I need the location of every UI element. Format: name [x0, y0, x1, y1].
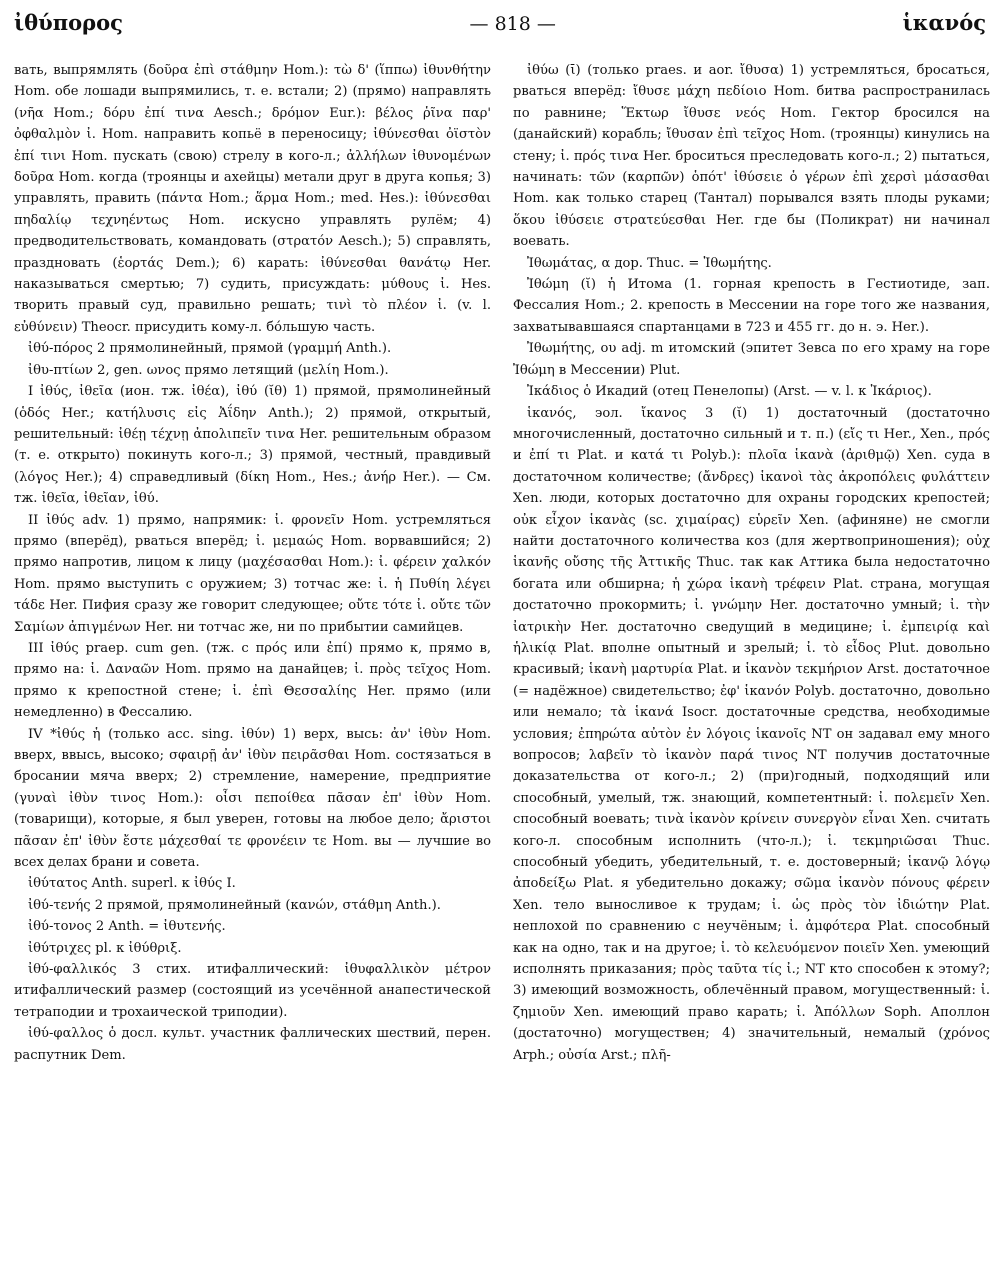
- right-column: [513, 60, 990, 1276]
- entry-paragraph: ἰθύ-τενής 2 прямой, прямолинейный (κανών, στάθμη Anth.).: [28, 897, 441, 913]
- entry-paragraph: Ἰθωμήτης, ου adj. m итомский (эпитет Зевса по его храму на горе Ἰθώμη в Мессении) Plut.: [513, 341, 990, 378]
- right-running-headword: ἱκανός: [902, 10, 986, 35]
- entry-paragraph: II ἰθύς adv. 1) прямо, напрямик: ἰ. φρονεῖν Hom. устремляться прямо (вперёд), рваться вперёд; ἰ. μεμαώς Hom. ворвавшийся; 2) прямо напротив, лицом к лицу (μαχέσασθαι Hom.): ἰ. φέρειν χαλκόν Hom. прямо выступить с оружием; 3) тотчас же: ἰ. ἡ Πυθίη λέγει τάδε Her. Пифия сразу же говорит следующее; οὔτε τότε ἰ. οὔτε τῶν Σαμίων ἀπιγμένων Her. ни тотчас же, ни по прибытии самийцев.: [14, 512, 491, 635]
- page-header: [14, 10, 986, 48]
- entry-paragraph: ἰθύω (ῑ) (только praes. и aor. ἴθυσα) 1) устремляться, бросаться, рваться вперёд: ἴθυσε μάχη πεδίοιο Hom. битва распространилась по равнине; Ἕκτωρ ἴθυσε νεός Hom. Гектор бросился на (данайский) корабль; ἴθυσαν ἐπὶ τεῖχος Hom. (троянцы) кинулись на стену; ἰ. πρός τινα Her. броситься преследовать кого-л.; 2) пытаться, начинать: τῶν (καρπῶν) ὁπότ' ἰθύσειε ὁ γέρων ἐπὶ χερσὶ μάσασθαι Hom. как только старец (Тантал) порывался взять плоды руками; ὅκου ἰθύσειε στρατεύεσθαι Her. где бы (Поликрат) ни начинал воевать.: [513, 63, 990, 250]
- entry-paragraph: Ἰθώμη (ῐ) ἡ Итома (1. горная крепость в Гестиотиде, зап. Фессалия Hom.; 2. крепость в Мессении на горе того же названия, захватывавшаяся спартанцами в 723 и 455 гг. до н. э. Her.).: [513, 277, 990, 335]
- entry-paragraph: ἰθυ-πτίων 2, gen. ωνος прямо летящий (μελίη Hom.).: [28, 362, 389, 378]
- entry-paragraph: ἰθύ-τονος 2 Anth. = ἰθυτενής.: [28, 919, 226, 935]
- entry-paragraph: ἱκανός, эол. ἴκανος 3 (ῐ) 1) достаточный (достаточно многочисленный, достаточно сильный и т. п.) (εἴς τι Her., Xen., πρός и ἐπί τι Plat. и κατά τι Polyb.): πλοῖα ἱκανὰ (ἀριθμῷ) Xen. суда в достаточном количестве; (ἄνδρες) ἱκανοὶ τὰς ἀκροπόλεις φυλάττειν Xen. люди, которых достаточно для охраны городских крепостей; οὐκ εἶχον ἱκανὰς (sc. χιμαίρας) εὑρεῖν Xen. (афиняне) не смогли найти достаточного количества коз (для жертвоприношения); οὐχ ἱκανῆς οὔσης τῆς Ἀττικῆς Thuc. так как Аттика была недостаточно богата или обширна; ἡ χώρα ἱκανὴ τρέφειν Plat. страна, могущая достаточно прокормить; ἰ. γνώμην Her. достаточно умный; ἰ. τὴν ἰατρικὴν Her. достаточно сведущий в медицине; ἰ. ἐμπειρίᾳ καὶ ἡλικίᾳ Plat. вполне опытный и зрелый; ἰ. τὸ εἶδος Plut. довольно красивый; ἱκανὴ μαρτυρία Plat. и ἱκανὸν τεκμήριον Arst. достаточное (= надёжное) свидетельство; ἐφ' ἱκανόν Polyb. достаточно, довольно или немало; τὰ ἱκανά Isocr. достаточные средства, необходимые условия; ἐπηρώτα αὐτὸν ἐν λόγοις ἱκανοῖς NT он задавал ему много вопросов; λαβεῖν τὸ ἱκανὸν παρά τινος NT получив достаточные доказательства от кого-л.; 2) (при)годный, подходящий или способный, умелый, тж. знающий, компетентный: ἰ. πολεμεῖν Xen. способный воевать; τινὰ ἱκανὸν κρίνειν συνεργὸν εἶναι Xen. считать кого-л. способным исполнить (что-л.); ἰ. τεκμηριῶσαι Thuc. способный убедить, убедительный, т. е. достоверный; ἱκανῷ λόγῳ ἀποδείξω Plat. я убедительно докажу; σῶμα ἱκανὸν πόνους φέρειν Xen. тело выносливое к трудам; ἰ. ὡς πρὸς τὸν ἰδιώτην Plat. неплохой по сравнению с неучёным; ἰ. ἀμφότερα Plat. способный как на одно, так и на другое; ἰ. τὸ κελευόμενον ποιεῖν Xen. умеющий исполнять приказания; πρὸς ταῦτα τίς ἰ.; NT кто способен к этому?; 3) имеющий возможность, облечённый правом, могущественный: ἰ. ζημιοῦν Xen. имеющий право карать; ἰ. Ἀπόλλων Soph. Аполлон (достаточно) могуществен; 4) значительный, немалый (χρόνος Arph.; οὐσία Arst.; πλῆ-: [513, 405, 990, 1063]
- entry-paragraph: ἰθύ-φαλλικός 3 стих. итифаллический: ἰθυφαλλικὸν μέτρον итифаллический размер (состоящий из усечённой анапестической тетраподии и трохаической триподии).: [14, 962, 491, 1020]
- entry-paragraph: ἰθύ-φαλλος ὁ досл. культ. участник фаллических шествий, перен. распутник Dem.: [14, 1026, 491, 1063]
- page-number: — 818 —: [469, 13, 556, 35]
- entry-paragraph: Ἰκάδιος ὁ Икадий (отец Пенелопы) (Arst. — v. l. к Ἰκάριος).: [527, 384, 932, 400]
- entry-paragraph: вать, выпрямлять (δοῦρα ἐπὶ στάθμην Hom.): τὼ δ' (ἵππω) ἰθυνθήτην Hom. обе лошади выпрямились, т. е. встали; 2) (прямо) направлять (νῆα Hom.; δόρυ ἐπί τινα Aesch.; δρόμον Eur.): βέλος ῥῖνα παρ' ὀφθαλμὸν ἰ. Hom. направить копьё в переносицу; ἰθύνεσθαι ὀϊστὸν ἐπί τινι Hom. пускать (свою) стрелу в кого-л.; ἀλλήλων ἰθυνομένων δοῦρα Hom. когда (троянцы и ахейцы) метали друг в друга копья; 3) управлять, править (πάντα Hom.; ἅρμα Hom.; med. Hes.): ἰθύνεσθαι πηδαλίῳ τεχνηέντως Hom. искусно управлять рулём; 4) предводительствовать, командовать (στρατόν Aesch.); 5) справлять, праздновать (ἑορτάς Dem.); 6) карать: ἰθύνεσθαι θανάτῳ Her. наказываться смертью; 7) судить, присуждать: μύθους ἰ. Hes. творить правый суд, правильно решать; τινὶ τὸ πλέον ἰ. (v. l. εὐθύνειν) Theocr. присудить кому-л. бо́льшую часть.: [14, 63, 491, 335]
- entry-paragraph: ἰθύτριχες pl. к ἰθύθριξ.: [28, 940, 182, 956]
- entry-paragraph: IV *ἰθύς ἡ (только acc. sing. ἰθύν) 1) верх, высь: ἀν' ἰθὺν Hom. вверх, ввысь, высоко; σφαιρῇ ἀν' ἰθὺν πειρᾶσθαι Hom. состязаться в бросании мяча вверх; 2) стремление, намерение, предприятие (γυναὶ ἰθὺν τινος Hom.): οἶσι πεποίθεα πᾶσαν ἐπ' ἰθὺν Hom. (товарищи), которые, я был уверен, готовы на любое дело; ἄριστοι πᾶσαν ἐπ' ἰθὺν ἔστε μάχεσθαί τε φρονέειν τε Hom. вы — лучшие во всех делах брани и совета.: [14, 726, 491, 871]
- entry-paragraph: ἰθύτατος Anth. superl. к ἰθύς I.: [28, 876, 236, 892]
- left-running-headword: ἰθύπορος: [14, 10, 123, 35]
- text-columns: [14, 60, 990, 1276]
- entry-paragraph: III ἰθύς praep. cum gen. (тж. с πρός или ἐπί) прямо к, прямо в, прямо на: ἰ. Δαναῶν Hom. прямо на данайцев; ἰ. πρὸς τεῖχος Hom. прямо к крепостной стене; ἰ. ἐπὶ Θεσσαλίης Her. прямо (или немедленно) в Фессалию.: [14, 640, 491, 721]
- entry-paragraph: ἰθύ-πόρος 2 прямолинейный, прямой (γραμμή Anth.).: [28, 341, 392, 357]
- left-column: [14, 60, 491, 1276]
- entry-paragraph: Ἰθωμάτας, α дор. Thuc. = Ἰθωμήτης.: [527, 255, 772, 271]
- entry-paragraph: I ἰθύς, ἰθεῖα (ион. тж. ἰθέα), ἰθύ (ῐθ) 1) прямой, прямолинейный (ὁδός Her.; κατήλυσις εἰς Ἀΐδην Anth.); 2) прямой, открытый, решительный: ἰθέῃ τέχνῃ ἀπολιπεῖν τινα Her. решительным образом (т. е. открыто) покинуть кого-л.; 3) прямой, честный, правдивый (λόγος Her.); 4) справедливый (δίκη Hom., Hes.; ἀνήρ Her.). — См. тж. ἰθεῖα, ἰθεῖαν, ἰθύ.: [14, 384, 491, 507]
